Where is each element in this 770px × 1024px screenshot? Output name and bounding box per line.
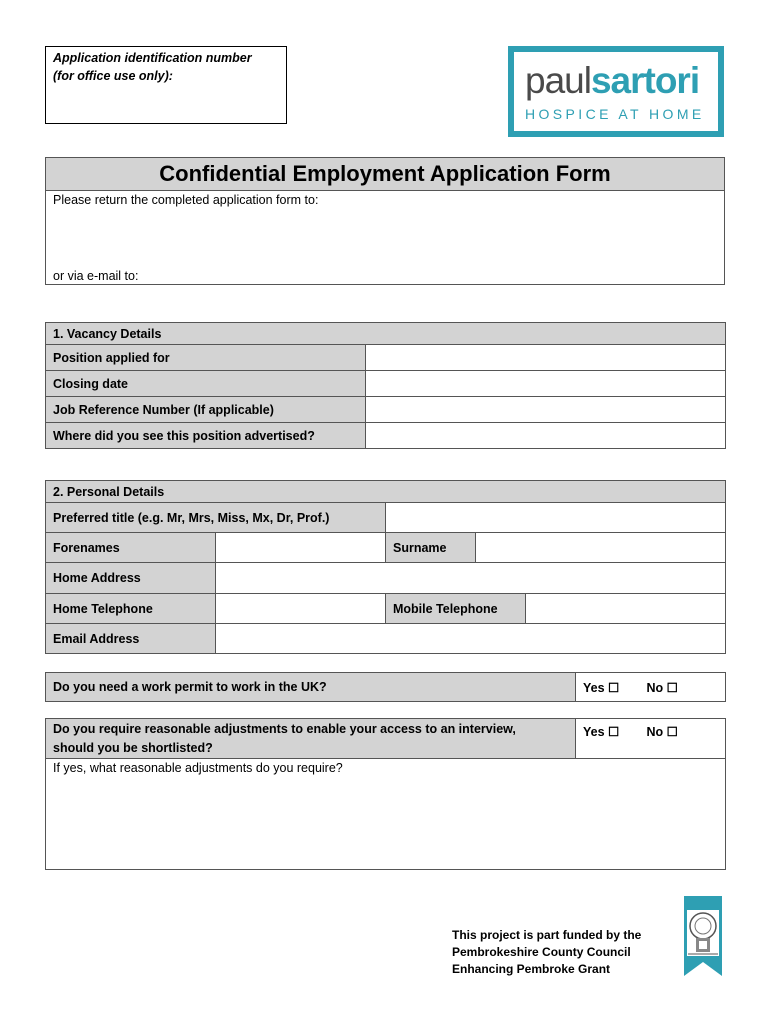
closing-date-label: Closing date (46, 371, 366, 397)
personal-details-table (45, 480, 726, 654)
personal-section-header: 2. Personal Details (46, 481, 726, 503)
adjustments-no-checkbox[interactable]: No ☐ (646, 725, 678, 739)
home-telephone-field[interactable] (216, 594, 386, 624)
adjustments-options (576, 719, 726, 759)
form-header-section (45, 157, 725, 285)
form-title: Confidential Employment Application Form (46, 158, 724, 191)
adjustments-question-line1: Do you require reasonable adjustments to enable your access to an interview, (53, 721, 516, 736)
logo-word-paul: paul (525, 60, 591, 101)
logo-wordmark (525, 61, 699, 101)
home-telephone-label: Home Telephone (46, 594, 216, 624)
closing-date-field[interactable] (366, 371, 726, 397)
funding-line2: Pembrokeshire County Council (452, 945, 631, 959)
mobile-telephone-label: Mobile Telephone (386, 594, 526, 624)
email-address-label: Email Address (46, 624, 216, 654)
return-email-label: or via e-mail to: (53, 269, 139, 283)
preferred-title-field[interactable] (386, 503, 726, 533)
council-crest-icon (684, 896, 722, 976)
vacancy-details-table (45, 322, 726, 449)
office-id-label-line1: Application identification number (53, 51, 252, 65)
forenames-field[interactable] (216, 533, 386, 563)
logo-word-sartori: sartori (590, 60, 700, 101)
paul-sartori-logo (508, 46, 724, 137)
funding-line1: This project is part funded by the (452, 928, 642, 942)
work-permit-options (576, 673, 726, 702)
office-id-label-line2: (for office use only): (53, 69, 173, 83)
email-address-field[interactable] (216, 624, 726, 654)
advertised-where-label: Where did you see this position advertised? (46, 423, 366, 449)
work-permit-question: Do you need a work permit to work in the UK? (46, 673, 576, 702)
preferred-title-label: Preferred title (e.g. Mr, Mrs, Miss, Mx, Dr, Prof.) (46, 503, 386, 533)
home-address-field[interactable] (216, 563, 726, 594)
return-address-label: Please return the completed application form to: (53, 193, 319, 207)
forenames-label: Forenames (46, 533, 216, 563)
advertised-where-field[interactable] (366, 423, 726, 449)
surname-field[interactable] (476, 533, 726, 563)
work-permit-table (45, 672, 726, 702)
office-use-box[interactable] (45, 46, 287, 124)
position-applied-field[interactable] (366, 345, 726, 371)
adjustments-question (46, 719, 576, 759)
surname-label: Surname (386, 533, 476, 563)
adjustments-table (45, 718, 726, 870)
position-applied-label: Position applied for (46, 345, 366, 371)
home-address-label: Home Address (46, 563, 216, 594)
funding-line3: Enhancing Pembroke Grant (452, 962, 611, 976)
funding-notice (452, 927, 672, 978)
adjustments-question-line2: should you be shortlisted? (53, 740, 213, 755)
job-reference-field[interactable] (366, 397, 726, 423)
work-permit-no-checkbox[interactable]: No ☐ (646, 680, 678, 695)
adjustments-yes-checkbox[interactable]: Yes ☐ (583, 725, 620, 739)
mobile-telephone-field[interactable] (526, 594, 726, 624)
logo-tagline: HOSPICE AT HOME (525, 106, 705, 122)
adjustments-details-field[interactable]: If yes, what reasonable adjustments do you require? (46, 759, 726, 870)
job-reference-label: Job Reference Number (If applicable) (46, 397, 366, 423)
vacancy-section-header: 1. Vacancy Details (46, 323, 726, 345)
work-permit-yes-checkbox[interactable]: Yes ☐ (583, 680, 620, 695)
